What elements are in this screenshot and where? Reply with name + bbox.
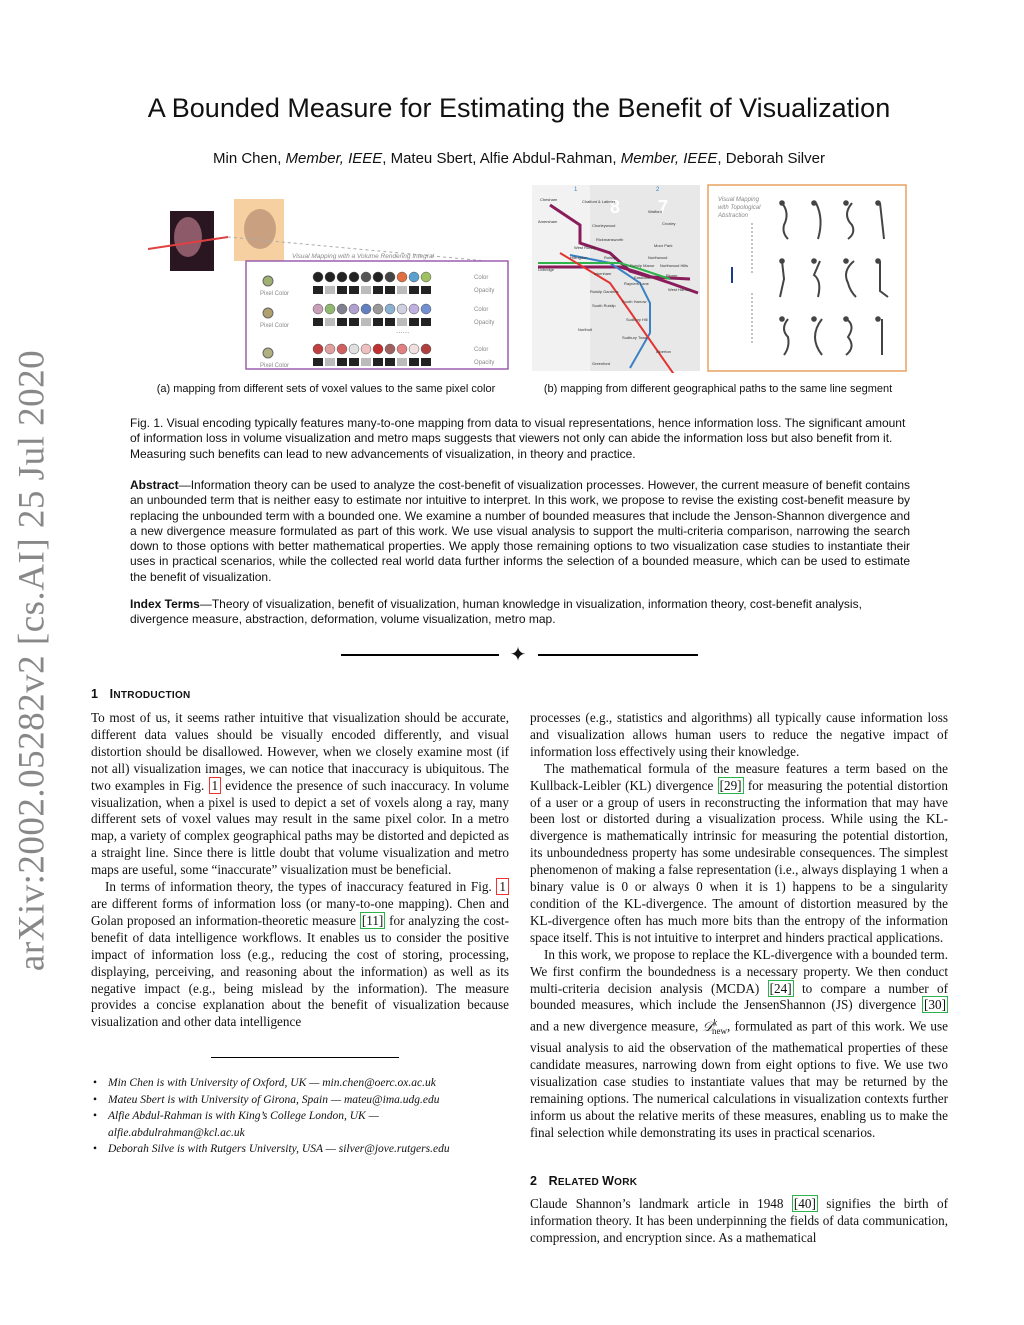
path-endpoint [780, 201, 784, 205]
voxel-opacity [409, 358, 419, 366]
station-label: Moor Park [654, 243, 673, 248]
citation-link[interactable]: [30] [924, 997, 946, 1013]
footnotes [93, 1075, 520, 1158]
intro-text: , formulated as part of this work. We use visual analysis to aid the observation of the mathematical properties of these candidate measures, narrowing down from eight options to five. We use two visualization case studies to instantiate values that may be returned by the remaining options. The numerical calculations in visualization contexts further inform us about the relative merits of these measures, enabling us to make the final selection while demonstrating its uses in practical scenarios. [530, 1018, 948, 1140]
voxel-color [325, 272, 335, 282]
voxel-color [313, 304, 323, 314]
section-2-heading [530, 1174, 637, 1188]
voxel-color [397, 344, 407, 354]
intro-text: and a new divergence measure, [530, 1018, 703, 1034]
footnote-1: • Min Chen is with University of Oxford, UK — min.chen@oerc.ox.ac.uk [108, 1075, 520, 1092]
station-label: Ruislip Manor [630, 263, 655, 268]
intro-paragraph-5 [530, 947, 948, 1142]
voxel-color [409, 304, 419, 314]
section-2-number: 2 [530, 1174, 538, 1188]
intro-paragraph-3 [530, 710, 948, 761]
station-label: Hillingdon [570, 255, 588, 260]
station-label: South Ruislip [592, 303, 616, 308]
voxel-opacity [313, 358, 323, 366]
voxel-opacity [421, 318, 431, 326]
intro-paragraph-2 [91, 879, 509, 1031]
figure-panel-a [148, 183, 516, 373]
path-endpoint [780, 317, 784, 321]
station-label: Northwood Hills [660, 263, 689, 268]
section-1-title-initial: I [109, 687, 114, 701]
section-2-title-initial: R [548, 1174, 558, 1188]
path-endpoint [844, 259, 848, 263]
station-label: West Ruislip [574, 245, 597, 250]
pixel-color-label: Pixel Color [260, 291, 290, 297]
opacity-label: Opacity [474, 288, 495, 294]
color-label: Color [474, 307, 489, 313]
author-segment: , Deborah Silver [717, 150, 825, 167]
voxel-color [373, 344, 383, 354]
voxel-opacity [337, 318, 347, 326]
math-symbol: 𝒟$^k_{new}$ [702, 1017, 728, 1037]
figure-caption: Fig. 1. Visual encoding typically features many-to-one mapping from data to visual representations, hence information loss. The significant amount of information loss in volume visualization and metro maps suggests that viewers not only can abide the information loss but also benefit from it. Measuring such benefits can lead to new advancements of visualization, in theory and practice. [130, 416, 906, 461]
zone-8: 8 [610, 197, 621, 217]
divider-symbol: ✦ [509, 644, 527, 666]
voxel-opacity [313, 318, 323, 326]
intro-text: evidence the presence of such inaccuracy. In volume visualization, when a pixel is used to depict a set of voxels along a ray, many different sets of voxel values may result in the same pixel color. In a metro map, a variety of complex geographical paths may be distorted and depicted as a straight line. Since there is little doubt that volume visualization and metro maps are useful, some “inaccurate” visualization must be beneficial. [91, 777, 509, 878]
zone-7: 7 [658, 197, 669, 217]
intro-text: The mathematical formula of the measure features a term based on the Kullback-Leibler (KL) divergence [530, 760, 948, 793]
arxiv-identifier: arXiv:2002.05282v2 [cs.AI] 25 Jul 2020 [11, 349, 53, 972]
footnote-3: • Alfie Abdul-Rahman is with King’s College London, UK — alfie.abdulrahman@kcl.ac.uk [108, 1108, 520, 1141]
voxel-opacity [397, 318, 407, 326]
voxel-color [325, 344, 335, 354]
voxel-color [373, 272, 383, 282]
station-label: Eastcote [634, 275, 650, 280]
pixel-color-swatch [263, 308, 273, 318]
abstraction-label-2: with Topological [718, 205, 761, 211]
index-terms [130, 597, 910, 628]
section-1-title-rest: NTRODUCTION [113, 690, 191, 701]
voxel-color [373, 304, 383, 314]
related-text: signifies the birth of information theory. It has been underpinning the fields of data communication, compression, and encryption since. As a mathematical [530, 1196, 948, 1245]
voxel-opacity [361, 286, 371, 294]
voxel-opacity [313, 286, 323, 294]
voxel-color [337, 272, 347, 282]
path-endpoint [844, 201, 848, 205]
station-label: Ruislip [604, 255, 617, 260]
ellipsis: ...... [396, 326, 410, 335]
author-segment: , Mateu Sbert, Alfie Abdul-Rahman, [382, 150, 621, 167]
section-2-title-rest: ORK [614, 1177, 638, 1188]
path-endpoint [812, 259, 816, 263]
voxel-opacity [361, 358, 371, 366]
voxel-opacity [409, 286, 419, 294]
voxel-color [421, 272, 431, 282]
voxel-color [385, 304, 395, 314]
section-2-title-mid: ELATED [557, 1177, 603, 1188]
opacity-label: Opacity [474, 320, 495, 326]
figure-caption-a: (a) mapping from different sets of voxel values to the same pixel color [156, 383, 496, 395]
related-text: Claude Shannon’s landmark article in 1948 [530, 1196, 792, 1211]
zone-2: 2 [656, 187, 660, 193]
voxel-color [313, 272, 323, 282]
pixel-color-label: Pixel Color [260, 363, 290, 369]
color-label: Color [474, 275, 489, 281]
paper-title: A Bounded Measure for Estimating the Benefit of Visualization [147, 93, 891, 123]
voxel-opacity [397, 358, 407, 366]
voxel-color [313, 344, 323, 354]
voxel-opacity [373, 358, 383, 366]
station-label: Uxbridge [538, 267, 555, 272]
intro-text: are different forms of information loss (or many-to-one mapping). Chen and Golan proposed an information-theoretic measure [91, 895, 509, 928]
voxel-opacity [349, 358, 359, 366]
intro-text: To most of us, it seems rather intuitive that visualization should be accurate, different data values should be visually encoded differently, and visual distortion should be disallowed. However, when we closely examine most (if not all) visualization images, we can notice that inaccuracy is ubiquitous. The two examples in Fig. [91, 710, 509, 793]
voxel-opacity [373, 318, 383, 326]
path-endpoint [812, 201, 816, 205]
voxel-opacity [349, 318, 359, 326]
voxel-color [349, 272, 359, 282]
abstract-label: Abstract [130, 478, 179, 492]
voxel-color [409, 344, 419, 354]
station-label: Sudbury Hill [626, 317, 648, 322]
station-label: Pinner [666, 273, 678, 278]
station-label: Chalfont & Latimer [582, 199, 616, 204]
station-label: Croxley [662, 221, 676, 226]
divider-left [341, 654, 499, 656]
pixel-color-swatch [263, 348, 273, 358]
author-segment: Member, IEEE [285, 150, 383, 167]
voxel-opacity [385, 318, 395, 326]
voxel-color [421, 304, 431, 314]
voxel-opacity [325, 358, 335, 366]
abstract [130, 478, 910, 585]
voxel-color [325, 304, 335, 314]
station-label: Rayners Lane [624, 281, 649, 286]
voxel-color [361, 344, 371, 354]
path-endpoint [780, 259, 784, 263]
path-endpoint [812, 317, 816, 321]
volume-head-translucent [244, 209, 276, 249]
abstraction-label-1: Visual Mapping [718, 197, 759, 203]
voxel-color [337, 304, 347, 314]
station-label: Chesham [540, 197, 558, 202]
voxel-opacity [325, 318, 335, 326]
station-label: Ruislip Gardens [590, 289, 619, 294]
path-endpoint [876, 259, 880, 263]
voxel-color [397, 304, 407, 314]
section-2-body [530, 1196, 948, 1247]
author-list [0, 150, 1024, 167]
divider-right [538, 654, 698, 656]
intro-text: processes (e.g., statistics and algorithms) all typically cause information loss and visualization allows human users to reduce the negative impact of information loss effectively using their knowledge. [530, 710, 948, 759]
figure-reference-link[interactable]: 1 [496, 878, 509, 895]
pixel-color-swatch [263, 276, 273, 286]
index-terms-text: —Theory of visualization, benefit of visualization, human knowledge in visualization, information theory, cost-benefit analysis, divergence measure, abstraction, deformation, volume visualization, metro map. [130, 597, 862, 627]
voxel-color [397, 272, 407, 282]
right-column [530, 710, 948, 1142]
voxel-opacity [337, 286, 347, 294]
path-endpoint [844, 317, 848, 321]
voxel-opacity [409, 318, 419, 326]
citation-link[interactable]: [40] [793, 1196, 816, 1211]
section-1-heading [91, 687, 191, 701]
footnote-4: • Deborah Silve is with Rutgers University, USA — silver@jove.rutgers.edu [108, 1141, 520, 1158]
zone-1: 1 [574, 187, 578, 193]
section-1-number: 1 [91, 687, 99, 701]
related-work-paragraph-1 [530, 1196, 948, 1247]
intro-paragraph-1 [91, 710, 509, 879]
path-endpoint [876, 317, 880, 321]
section-2-title-initial-2: W [602, 1174, 615, 1188]
intro-text: In terms of information theory, the types of inaccuracy featured in Fig. [105, 879, 497, 895]
opacity-label: Opacity [474, 360, 495, 366]
voxel-color [349, 304, 359, 314]
voxel-opacity [349, 286, 359, 294]
station-label: Ickenham [594, 271, 612, 276]
voxel-color [409, 272, 419, 282]
voxel-opacity [373, 286, 383, 294]
abstract-text: —Information theory can be used to analyze the cost-benefit of visualization processes. However, the current measure of benefit contains an unbounded term that is neither easy to estimate nor intuitive to interpret. In this work, we propose to revise the existing cost-benefit measure by replacing the unbounded term with a bounded one. We examine a number of bounded measures that include the Jenson-Shannon divergence and a new divergence measure formulated as part of this work. We use visual analysis to support the multi-criteria comparison, narrowing the search down to those options with better mathematical properties. We apply those remaining options to two visualization case studies to instantiate their uses in practical scenarios, while the collected real world data further informs the selection of a bounded measure, which can be used to estimate the benefit of visualization. [130, 478, 910, 584]
voxel-color [361, 272, 371, 282]
voxel-color [421, 344, 431, 354]
author-segment: Min Chen, [213, 150, 286, 167]
author-segment: Member, IEEE [620, 150, 718, 167]
station-label: West Harrow [668, 287, 692, 292]
citation-link[interactable]: [24] [769, 980, 792, 996]
volume-head-shape [174, 217, 202, 257]
voxel-color [385, 344, 395, 354]
intro-text: to compare a number of bounded measures, which include the JensenShannon (JS) divergence [530, 980, 948, 1013]
voxel-opacity [421, 358, 431, 366]
citation-link[interactable]: [29] [719, 777, 742, 793]
left-column [91, 710, 509, 1031]
station-label: Chorleywood [592, 223, 616, 228]
voxel-color [337, 344, 347, 354]
station-label: Rickmansworth [596, 237, 624, 242]
voxel-color [361, 304, 371, 314]
station-label: Northolt [578, 327, 593, 332]
voxel-opacity [421, 286, 431, 294]
station-label: Alperton [656, 349, 671, 354]
station-label: Watford [648, 209, 662, 214]
pixel-color-label: Pixel Color [260, 323, 290, 329]
voxel-opacity [385, 358, 395, 366]
station-label: Greenford [592, 361, 611, 366]
intro-text: In this work, we propose to replace the KL-divergence with a bounded term. We first confirm the boundedness is a necessary property. We then conduct multi-criteria decision analysis (MCDA) [530, 946, 948, 996]
intro-text: for measuring the potential distortion of a user or a group of users in reconstructing the information that may have been lost or distorted during a visualization process. While using the KL-divergence is mathematically intrinsic for measuring the potential distortion, its unboundedness property has some undesirable consequences. The simplest phenomenon of making a false representation (i.e., always displaying 1 when a binary value is 0 or always 0 when it is 1) happens to be a singularity condition of the KL-divergence. The amount of distortion measured by the KL-divergence often has much more bits than the entropy of the information space itself. This is not intuitive to interpret and hinders practical applications. [530, 777, 948, 945]
station-label: Sudbury Town [622, 335, 648, 340]
footnote-rule [211, 1057, 399, 1058]
figure-reference-link[interactable]: 1 [209, 777, 222, 794]
intro-paragraph-4 [530, 761, 948, 947]
color-label: Color [474, 347, 489, 353]
station-label: Northwood [648, 255, 668, 260]
path-endpoint [876, 201, 880, 205]
footnote-2: • Mateu Sbert is with University of Girona, Spain — mateu@ima.udg.edu [108, 1092, 520, 1109]
voxel-color [385, 272, 395, 282]
voxel-opacity [325, 286, 335, 294]
index-terms-label: Index Terms [130, 597, 200, 611]
figure-panel-b [530, 183, 910, 373]
voxel-opacity [385, 286, 395, 294]
voxel-opacity [361, 318, 371, 326]
panel-a-header: Visual Mapping with a Volume Rendering Integral [292, 253, 435, 260]
figure-caption-b: (b) mapping from different geographical paths to the same line segment [543, 383, 893, 395]
station-label: South Harrow [622, 299, 647, 304]
voxel-opacity [397, 286, 407, 294]
intro-text: for analyzing the cost-benefit of data intelligence workflows. It enables us to consider the positive impact of information loss (e.g., reducing the cost of storing, processing, displaying, perceiving, and reasoning about the information) as well as its negative impact (e.g., being mislead by the information). The measure provides a concise explanation about the benefit of visualization because visualization and other data intelligence [91, 912, 509, 1030]
citation-link[interactable]: [11] [361, 912, 384, 928]
station-label: Amersham [538, 219, 558, 224]
voxel-color [349, 344, 359, 354]
voxel-opacity [337, 358, 347, 366]
abstraction-label-3: Abstraction [718, 213, 749, 219]
